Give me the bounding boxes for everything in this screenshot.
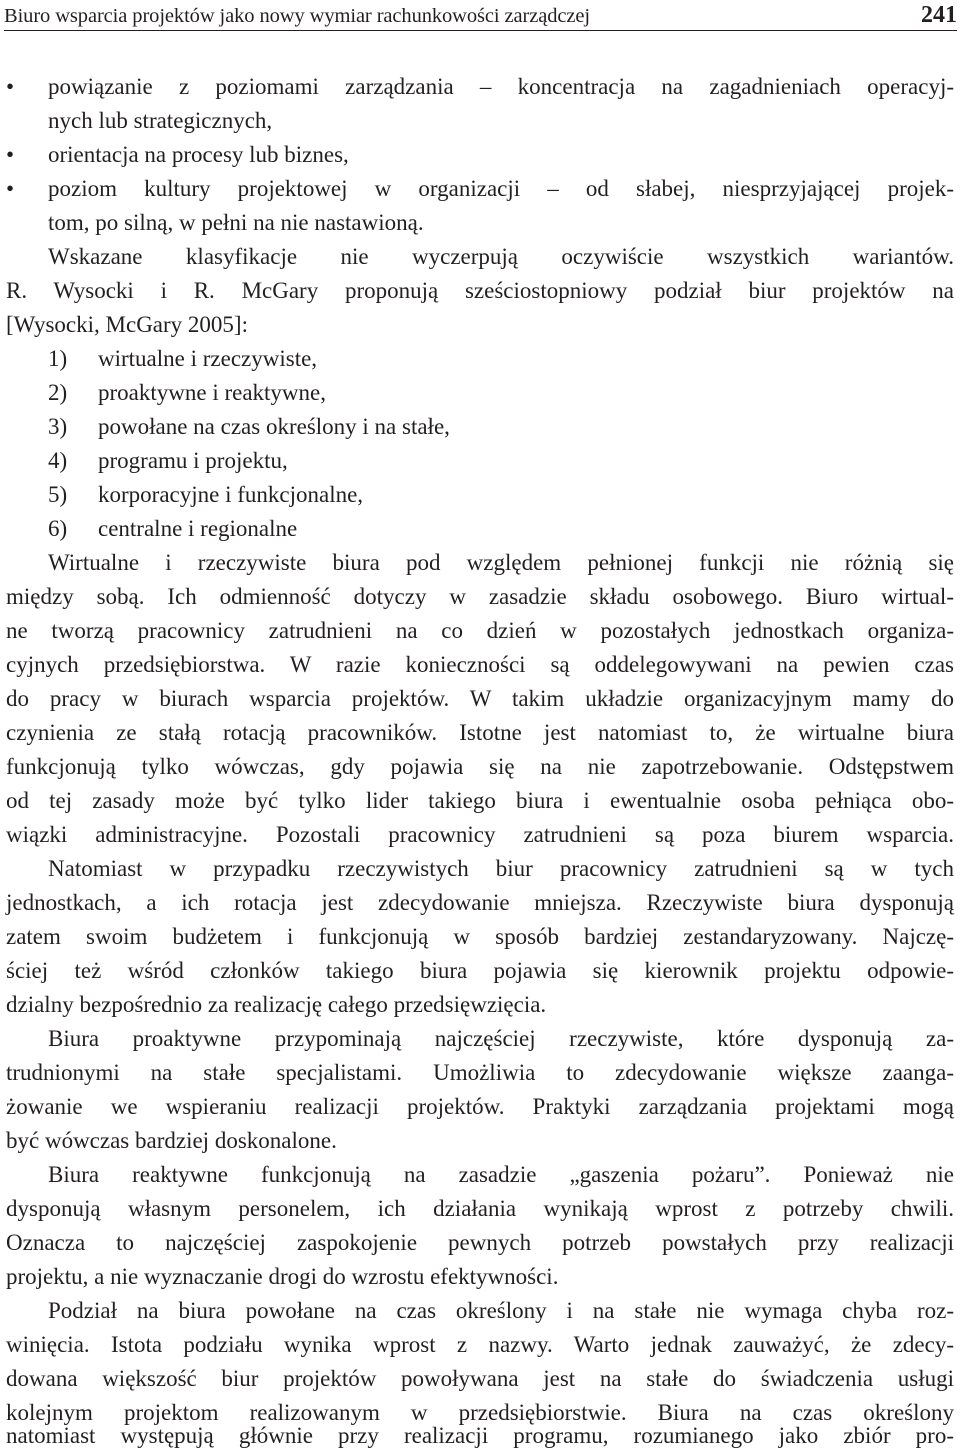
list-number: 5) (48, 482, 68, 507)
text-line: winięcia. Istota podziału wynika wprost z nazwy. Warto jednak zauważyć, że zdecy- (6, 1332, 954, 1357)
text-line: między sobą. Ich odmienność dotyczy w zasadzie składu osobowego. Biuro wirtual- (6, 584, 954, 609)
list-number: 2) (48, 380, 68, 405)
running-title: Biuro wsparcia projektów jako nowy wymiar rachunkowości zarządczej (4, 5, 590, 27)
text-line: dzialny bezpośrednio za realizację całego przedsięwzięcia. (6, 992, 547, 1017)
text-line: natomiast występują głównie przy realizacji programu, rozumianego jako zbiór pro- (6, 1423, 954, 1448)
text-line: czynienia ze stałą rotacją pracowników. Istotne jest natomiast to, że wirtualne biura (6, 720, 954, 745)
text-line: trudnionymi na stałe specjalistami. Umożliwia to zdecydowanie większe zaanga- (6, 1060, 954, 1085)
text-line: zatem swoim budżetem i funkcjonują w sposób bardziej zestandaryzowany. Najczę- (6, 924, 954, 949)
list-number: 1) (48, 346, 68, 371)
text-line: Biura proaktywne przypominają najczęściej rzeczywiste, które dysponują za- (48, 1026, 954, 1051)
bullet-marker: • (6, 142, 15, 167)
bullet-marker: • (6, 74, 15, 99)
text-line: Wskazane klasyfikacje nie wyczerpują oczywiście wszystkich wariantów. (48, 244, 954, 269)
list-number: 6) (48, 516, 68, 541)
text-line: Oznacza to najczęściej zaspokojenie pewnych potrzeb powstałych przy realizacji (6, 1230, 954, 1255)
text-line: być wówczas bardziej doskonalone. (6, 1128, 337, 1153)
list-item: centralne i regionalne (98, 516, 298, 541)
text-line: projektu, a nie wyznaczanie drogi do wzrostu efektywności. (6, 1264, 559, 1289)
list-item: korporacyjne i funkcjonalne, (98, 482, 364, 507)
text-line: [Wysocki, McGary 2005]: (6, 312, 248, 337)
list-number: 3) (48, 414, 68, 439)
text-line: ściej też wśród członków takiego biura pojawia się kierownik projektu odpowie- (6, 958, 954, 983)
text-line: Biura reaktywne funkcjonują na zasadzie „gaszenia pożaru”. Ponieważ nie (48, 1162, 954, 1187)
page-number: 241 (921, 2, 957, 28)
bullet-marker: • (6, 176, 15, 201)
text-line: jednostkach, a ich rotacja jest zdecydowanie mniejsza. Rzeczywiste biura dysponują (6, 890, 954, 915)
text-line: wiązki administracyjne. Pozostali pracownicy zatrudnieni są poza biurem wsparcia. (6, 822, 954, 847)
text-line: dowana większość biur projektów powoływana jest na stałe do świadczenia usługi (6, 1366, 954, 1391)
list-item: wirtualne i rzeczywiste, (98, 346, 318, 371)
text-line: od tej zasady może być tylko lider takiego biura i ewentualnie osoba pełniąca obo- (6, 788, 954, 813)
text-line: Wirtualne i rzeczywiste biura pod względem pełnionej funkcji nie różnią się (48, 550, 954, 575)
list-item: proaktywne i reaktywne, (98, 380, 327, 405)
running-header (4, 0, 957, 31)
text-line: R. Wysocki i R. McGary proponują sześciostopniowy podział biur projektów na (6, 278, 954, 303)
bullet-line: tom, po silną, w pełni na nie nastawioną. (48, 210, 424, 235)
text-line: ne tworzą pracownicy zatrudnieni na co dzień w pozostałych jednostkach organiza- (6, 618, 954, 643)
text-line: funkcjonują tylko wówczas, gdy pojawia się na nie zapotrzebowanie. Odstępstwem (6, 754, 954, 779)
list-item: powołane na czas określony i na stałe, (98, 414, 450, 439)
bullet-line: nych lub strategicznych, (48, 108, 273, 133)
list-item: programu i projektu, (98, 448, 288, 473)
text-line: cyjnych przedsiębiorstwa. W razie konieczności są oddelegowywani na pewien czas (6, 652, 954, 677)
text-line: kolejnym projektom realizowanym w przedsiębiorstwie. Biura na czas określony (6, 1400, 954, 1425)
bullet-line: poziom kultury projektowej w organizacji – od słabej, niesprzyjającej projek- (48, 176, 954, 201)
bullet-line: powiązanie z poziomami zarządzania – koncentracja na zagadnieniach operacyj- (48, 74, 954, 99)
text-line: Podział na biura powołane na czas określony i na stałe nie wymaga chyba roz- (48, 1298, 954, 1323)
text-line: żowanie we wspieraniu realizacji projektów. Praktyki zarządzania projektami mogą (6, 1094, 954, 1119)
bullet-line: orientacja na procesy lub biznes, (48, 142, 349, 167)
list-number: 4) (48, 448, 68, 473)
text-line: dysponują własnym personelem, ich działania wynikają wprost z potrzeby chwili. (6, 1196, 954, 1221)
text-line: Natomiast w przypadku rzeczywistych biur pracownicy zatrudnieni są w tych (48, 856, 954, 881)
text-line: do pracy w biurach wsparcia projektów. W takim układzie organizacyjnym mamy do (6, 686, 954, 711)
